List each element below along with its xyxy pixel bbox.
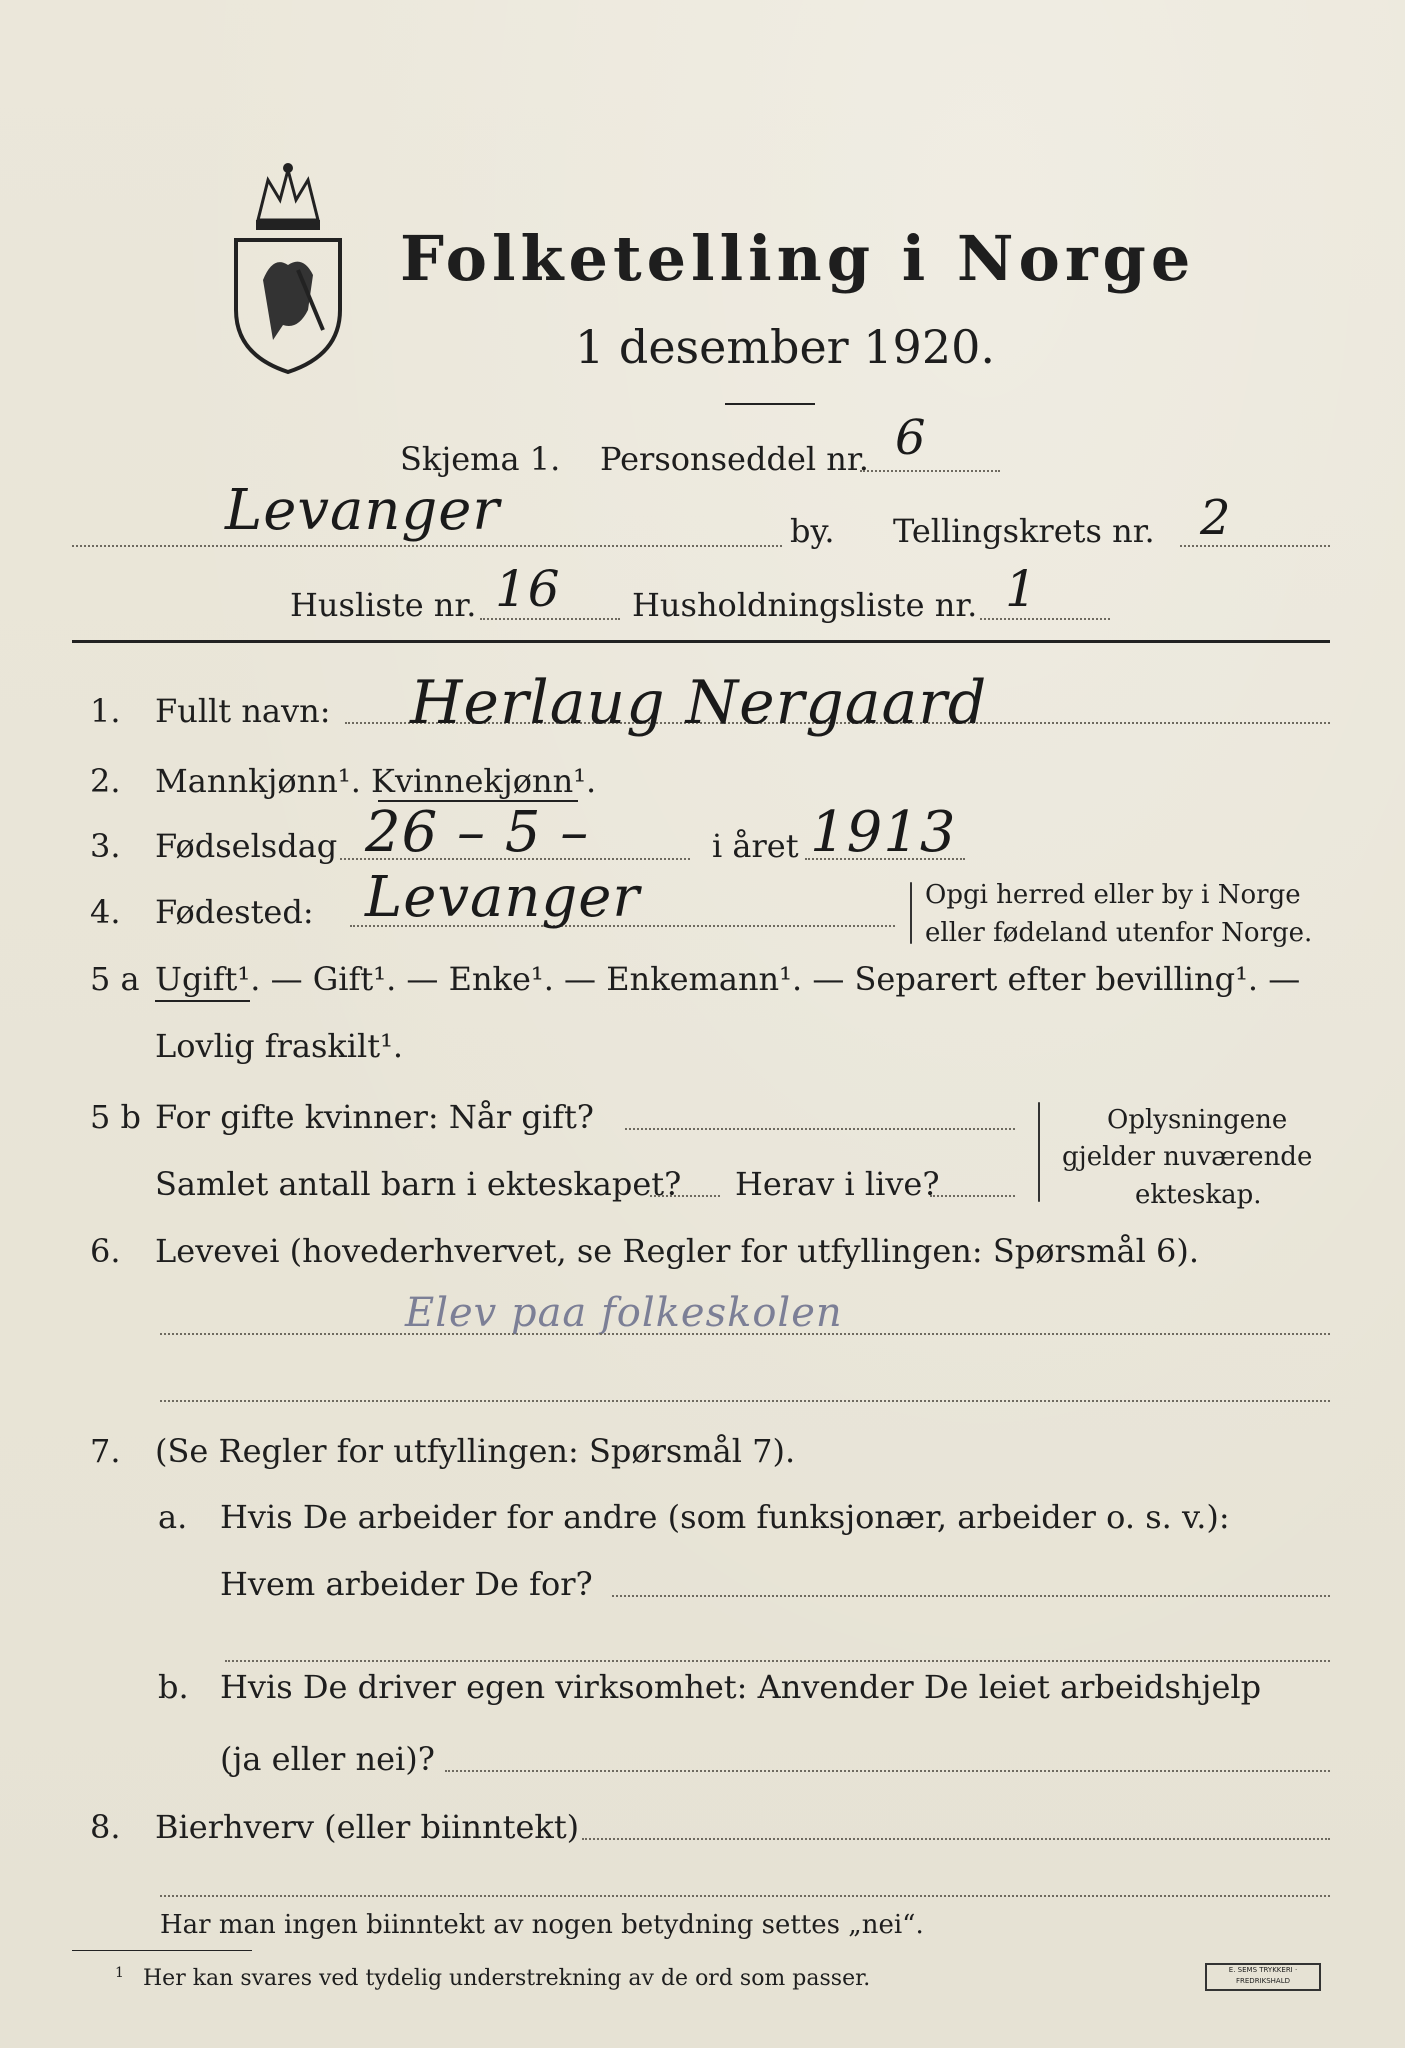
q8-label: Bierhverv (eller biinntekt) — [155, 1808, 580, 1846]
q7a-number: a. — [158, 1498, 188, 1536]
census-date: 1 desember 1920. — [575, 320, 995, 374]
footnote-text: Her kan svares ved tydelig understrekning av de ord som passer. — [143, 1966, 871, 1991]
q5b-children-line — [650, 1195, 720, 1197]
q8-number: 8. — [90, 1808, 121, 1846]
q6-line1 — [160, 1333, 1330, 1335]
q8-line — [582, 1838, 1330, 1840]
husliste-line — [480, 618, 620, 620]
q5b-when-line — [625, 1128, 1015, 1130]
q8-line-extra — [160, 1895, 1330, 1897]
q5b-number: 5 b — [90, 1098, 142, 1136]
q1-value[interactable]: Herlaug Nergaard — [410, 668, 988, 738]
q3-label: Fødselsdag — [155, 827, 338, 865]
q5b-line2b: Herav i live? — [735, 1165, 940, 1203]
q5b-line2a: Samlet antall barn i ekteskapet? — [155, 1165, 682, 1203]
q7-number: 7. — [90, 1432, 121, 1470]
husholdningsliste-value[interactable]: 1 — [1005, 560, 1038, 618]
q5a-number: 5 a — [90, 960, 140, 998]
form-title: Folketelling i Norge — [400, 222, 1196, 295]
q8-note: Har man ingen biinntekt av nogen betydning settes „nei“. — [160, 1910, 924, 1940]
q3-number: 3. — [90, 827, 121, 865]
q4-note-line1: Opgi herred eller by i Norge — [925, 880, 1301, 910]
section-divider — [72, 640, 1330, 643]
q5b-note-line1: Oplysningene — [1107, 1105, 1288, 1135]
q7b-number: b. — [158, 1668, 189, 1706]
q4-value[interactable]: Levanger — [365, 865, 641, 930]
q4-note-brace — [910, 882, 912, 944]
q5b-note-line2: gjelder nuværende — [1062, 1142, 1313, 1172]
q4-number: 4. — [90, 893, 121, 931]
footnote-divider — [72, 1950, 252, 1951]
q1-number: 1. — [90, 692, 121, 730]
q5b-alive-line — [930, 1195, 1015, 1197]
q7a-line1: Hvis De arbeider for andre (som funksjonær, arbeider o. s. v.): — [220, 1498, 1230, 1536]
q6-number: 6. — [90, 1232, 121, 1270]
husliste-label: Husliste nr. — [290, 586, 477, 624]
q2-label: Mannkjønn¹. Kvinnekjønn¹. — [155, 762, 597, 800]
printer-stamp: E. SEMS TRYKKERI · FREDRIKSHALD — [1205, 1963, 1321, 1991]
q7a-line — [612, 1595, 1330, 1597]
q3-year-value[interactable]: 1913 — [810, 800, 957, 865]
q7a-line-extra — [225, 1660, 1330, 1662]
q4-note-line2: eller fødeland utenfor Norge. — [925, 918, 1313, 948]
q7a-line2: Hvem arbeider De for? — [220, 1565, 593, 1603]
husholdningsliste-line — [980, 618, 1110, 620]
q5b-line1: For gifte kvinner: Når gift? — [155, 1098, 594, 1136]
q6-value[interactable]: Elev paa folkeskolen — [405, 1290, 843, 1336]
norwegian-coat-of-arms-icon — [228, 160, 348, 375]
q4-label: Fødested: — [155, 893, 314, 931]
q7b-line — [445, 1770, 1330, 1772]
place-line — [72, 545, 782, 547]
q3-year-label: i året — [712, 827, 799, 865]
ugift-underline — [155, 1000, 250, 1002]
q5b-note-line3: ekteskap. — [1135, 1180, 1262, 1210]
q6-line2 — [160, 1400, 1330, 1402]
q5a-line2: Lovlig fraskilt¹. — [155, 1027, 404, 1065]
place-value[interactable]: Levanger — [225, 478, 501, 543]
tellingskrets-value[interactable]: 2 — [1200, 490, 1232, 546]
q7-label: (Se Regler for utfyllingen: Spørsmål 7). — [155, 1432, 796, 1470]
husholdningsliste-label: Husholdningsliste nr. — [632, 586, 978, 624]
personseddel-label: Personseddel nr. — [600, 440, 869, 478]
personseddel-value[interactable]: 6 — [895, 410, 927, 466]
q7b-line2: (ja eller nei)? — [220, 1740, 435, 1778]
tellingskrets-label: Tellingskrets nr. — [893, 512, 1155, 550]
q2-number: 2. — [90, 762, 121, 800]
husliste-value[interactable]: 16 — [495, 560, 561, 618]
title-divider — [725, 403, 815, 405]
q7b-line1: Hvis De driver egen virksomhet: Anvender De leiet arbeidshjelp — [220, 1668, 1262, 1706]
q6-label: Levevei (hovederhvervet, se Regler for utfyllingen: Spørsmål 6). — [155, 1232, 1200, 1270]
q3-value[interactable]: 26 – 5 – — [365, 800, 590, 865]
skjema-label: Skjema 1. — [400, 440, 561, 478]
q1-label: Fullt navn: — [155, 692, 331, 730]
personseddel-line — [860, 470, 1000, 472]
q5b-note-brace — [1038, 1102, 1040, 1202]
footnote-mark: 1 — [115, 1965, 124, 1981]
by-label: by. — [790, 512, 835, 550]
q5a-line1: Ugift¹. — Gift¹. — Enke¹. — Enkemann¹. — Separert efter bevilling¹. — — [155, 960, 1301, 998]
